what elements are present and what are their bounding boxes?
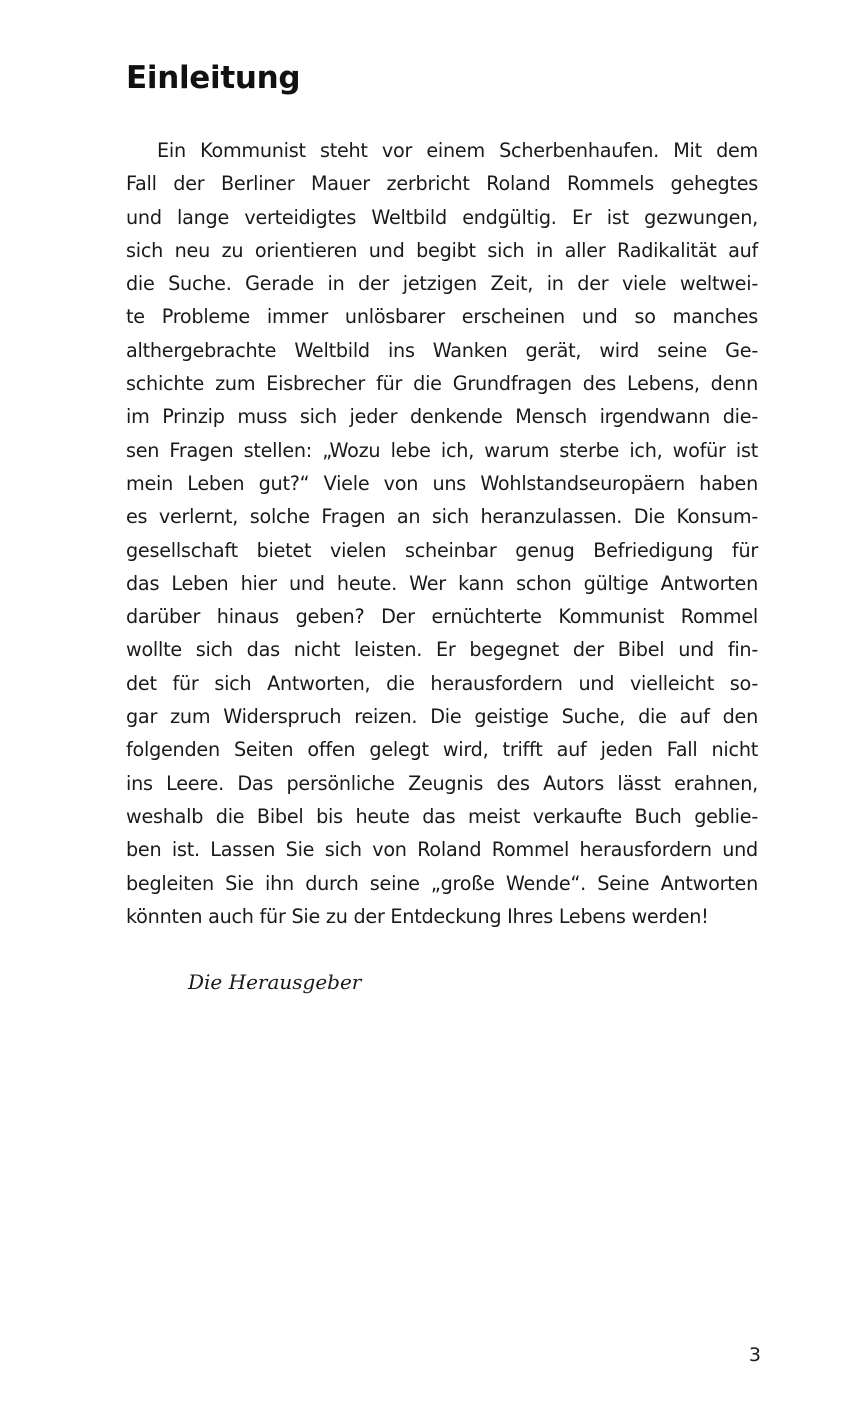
paragraph-line: begleiten Sie ihn durch seine „große Wende“. Seine Antworten	[126, 871, 758, 895]
paragraph-line: und lange verteidigtes Weltbild endgültig. Er ist gezwungen,	[126, 205, 758, 229]
paragraph-line: es verlernt, solche Fragen an sich heranzulassen. Die Konsum-	[126, 505, 758, 529]
paragraph-line: wollte sich das nicht leisten. Er begegnet der Bibel und fin-	[126, 638, 758, 662]
paragraph-line: gesellschaft bietet vielen scheinbar genug Befriedigung für	[126, 538, 758, 562]
paragraph-line: Fall der Berliner Mauer zerbricht Roland Rommels gehegtes	[126, 172, 758, 196]
paragraph-line: könnten auch für Sie zu der Entdeckung Ihres Lebens werden!	[126, 904, 709, 928]
paragraph-line: schichte zum Eisbrecher für die Grundfragen des Lebens, denn	[126, 372, 758, 396]
paragraph-line: gar zum Widerspruch reizen. Die geistige Suche, die auf den	[126, 705, 758, 729]
paragraph-line: im Prinzip muss sich jeder denkende Mensch irgendwann die-	[126, 405, 758, 429]
paragraph-line: darüber hinaus geben? Der ernüchterte Kommunist Rommel	[126, 605, 758, 629]
paragraph-line: folgenden Seiten offen gelegt wird, trifft auf jeden Fall nicht	[126, 738, 758, 762]
paragraph-line: mein Leben gut?“ Viele von uns Wohlstandseuropäern haben	[126, 471, 758, 495]
paragraph-line: althergebrachte Weltbild ins Wanken gerät, wird seine Ge-	[126, 338, 758, 362]
introduction-paragraph	[126, 134, 758, 933]
paragraph-line: det für sich Antworten, die herausfordern und vielleicht so-	[126, 671, 758, 695]
signature-line: Die Herausgeber	[188, 970, 362, 994]
page-title: Einleitung	[126, 60, 301, 96]
page-number: 3	[748, 1344, 761, 1366]
paragraph-line: das Leben hier und heute. Wer kann schon gültige Antworten	[126, 571, 758, 595]
paragraph-line: te Probleme immer unlösbarer erscheinen und so manches	[126, 305, 758, 329]
paragraph-line: sen Fragen stellen: „Wozu lebe ich, warum sterbe ich, wofür ist	[126, 438, 758, 462]
paragraph-line: die Suche. Gerade in der jetzigen Zeit, in der viele weltwei-	[126, 272, 758, 296]
paragraph-line: ins Leere. Das persönliche Zeugnis des Autors lässt erahnen,	[126, 771, 758, 795]
paragraph-line: sich neu zu orientieren und begibt sich in aller Radikalität auf	[126, 238, 758, 262]
paragraph-line: weshalb die Bibel bis heute das meist verkaufte Buch geblie-	[126, 804, 758, 828]
paragraph-line: ben ist. Lassen Sie sich von Roland Rommel herausfordern und	[126, 838, 758, 862]
paragraph-line: Ein Kommunist steht vor einem Scherbenhaufen. Mit dem	[157, 139, 758, 162]
